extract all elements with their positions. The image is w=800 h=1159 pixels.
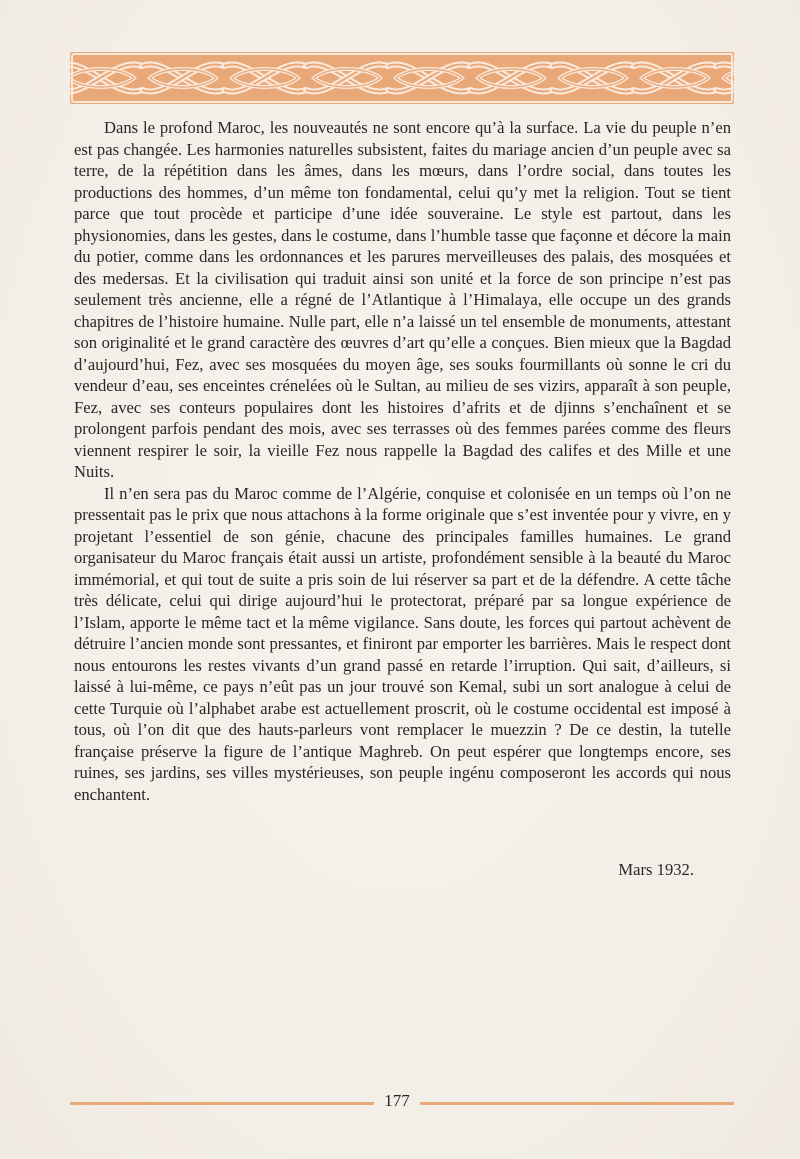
date-signature: Mars 1932. — [618, 860, 694, 879]
footer-rule-right — [420, 1102, 734, 1105]
interlace-ornament-icon — [70, 52, 734, 104]
footer-rule-left — [70, 1102, 374, 1105]
body-text — [74, 117, 731, 805]
paragraph-1: Dans le profond Maroc, les nouveautés ne sont encore qu’à la surface. La vie du peuple n’en est pas changée. Les harmonies naturelles subsistent, faites du mariage ancien d’un peuple avec sa terre, de la répétition dans les âmes, dans les mœurs, dans l’ordre social, dans toutes les productions des hommes, d’un même ton fondamental, celui qu’y met la religion. Tout se tient parce que tout procède et participe d’une idée souveraine. Le style est partout, dans les physionomies, dans les gestes, dans le costume, dans l’humble tasse que façonne et décore la main du potier, comme dans les ordonnances et les parures merveilleuses des palais, des mosquées et des medersas. Et la civilisation qui traduit ainsi son unité et la force de son principe n’est pas seulement très ancienne, elle a régné de l’Atlantique à l’Himalaya, elle occupe un des grands chapitres de l’histoire humaine. Nulle part, elle n’a laissé un tel ensemble de monuments, attestant son originalité et le grand caractère des œuvres d’art qu’elle a conçues. Bien mieux que la Bagdad d’aujourd’hui, Fez, avec ses mosquées du moyen âge, ses souks fourmillants où sonne le cri du vendeur d’eau, ses enceintes crénelées où le Sultan, au milieu de ses vizirs, apparaît à son peuple, Fez, avec ses conteurs populaires dont les histoires d’afrits et de djinns s’enchaînent et se prolongent parfois pendant des mois, avec ses terrasses où des femmes parées comme des fleurs viennent respirer le soir, la vieille Fez nous rappelle la Bagdad des califes et des Mille et une Nuits. — [74, 118, 731, 481]
paragraph-2: Il n’en sera pas du Maroc comme de l’Algérie, conquise et colonisée en un temps où l’on ne pressentait pas le prix que nous attachons à la forme originale que s’est inventée pour y vivre, en y projetant l’essentiel de son génie, chacune des principales familles humaines. Le grand organisateur du Maroc français était aussi un artiste, profondément sensible à la beauté du Maroc immémorial, et qui tout de suite a pris soin de lui réserver sa part et de la défendre. A cette tâche très délicate, celui qui dirige aujourd’hui le protectorat, préparé par sa longue expérience de l’Islam, apporte le même tact et la même vigilance. Sans doute, les forces qui partout achèvent de détruire l’ancien monde sont pressantes, et finiront par emporter les barrières. Mais le respect dont nous entourons les restes vivants d’un grand passé en retarde l’irruption. Qui sait, d’ailleurs, si laissé à lui-même, ce pays n’eût pas un jour trouvé son Kemal, subi un sort analogue à celui de cette Turquie où l’alphabet arabe est actuellement proscrit, où le costume occidental est imposé à tous, où l’on dit que des hauts-parleurs vont remplacer le muezzin ? De ce destin, la tutelle française préserve la figure de l’antique Maghreb. On peut espérer que longtemps encore, ses ruines, ses jardins, ses villes mystérieuses, son peuple ingénu composeront les accords qui nous enchantent. — [74, 483, 731, 804]
page-number: 177 — [384, 1091, 410, 1110]
